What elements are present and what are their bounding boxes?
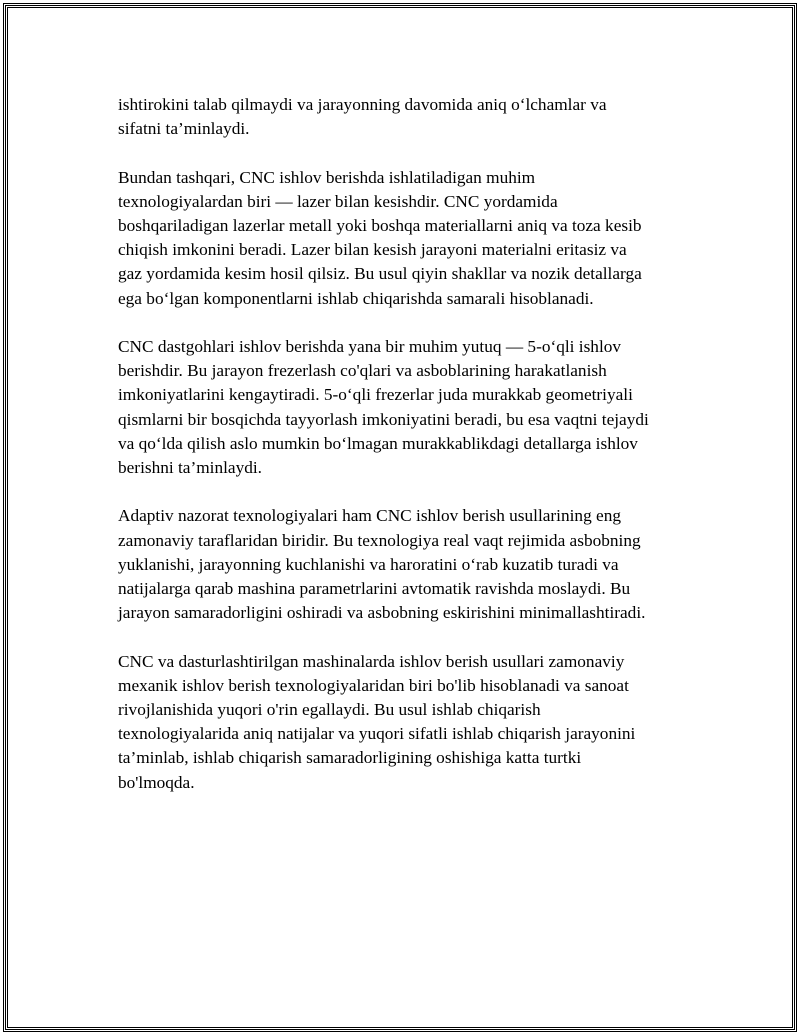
paragraph-conclusion: CNC va dasturlashtirilgan mashinalarda ishlov berish usullari zamonaviy mexanik ishlov berish texnologiyalaridan biri bo'lib hisoblanadi va sanoat rivojlanishida yuqori o'rin egallaydi. Bu usul ishlab chiqarish texnologiyalarida aniq natijalar va yuqori sifatli ishlab chiqarish jarayonini ta’minlab, ishlab chiqarish samaradorligining oshishiga katta turtki bo'lmoqda.: [118, 651, 636, 792]
document-body: [118, 93, 708, 819]
paragraph-continuation: ishtirokini talab qilmaydi va jarayonning davomida aniq o‘lchamlar va sifatni ta’minlaydi.: [118, 95, 607, 139]
paragraph-laser-cutting: Bundan tashqari, CNC ishlov berishda ishlatiladigan muhim texnologiyalardan biri — lazer bilan kesishdir. CNC yordamida boshqariladigan lazerlar metall yoki boshqa materiallarni aniq va toza kesib chiqish imkonini beradi. Lazer bilan kesish jarayoni materialni eritasiz va gaz yordamida kesim hosil qilsiz. Bu usul qiyin shakllar va nozik detallarga ega bo‘lgan komponentlarni ishlab chiqarishda samarali hisoblanadi.: [118, 167, 642, 308]
paragraph-five-axis: CNC dastgohlari ishlov berishda yana bir muhim yutuq — 5-o‘qli ishlov berishdir. Bu jarayon frezerlash co'qlari va asboblarining harakatlanish imkoniyatlarini kengaytiradi. 5-o‘qli frezerlar juda murakkab geometriyali qismlarni bir bosqichda tayyorlash imkoniyatini beradi, bu esa vaqtni tejaydi va qo‘lda qilish aslo mumkin bo‘lmagan murakkablikdagi detallarga ishlov berishni ta’minlaydi.: [118, 337, 649, 478]
paragraph-adaptive-control: Adaptiv nazorat texnologiyalari ham CNC ishlov berish usullarining eng zamonaviy taraflaridan biridir. Bu texnologiya real vaqt rejimida asbobning yuklanishi, jarayonning kuchlanishi va haroratini o‘rab kuzatib turadi va natijalarga qarab mashina parametrlarini avtomatik ravishda moslaydi. Bu jarayon samaradorligini oshiradi va asbobning eskirishini minimallashtiradi.: [118, 506, 646, 623]
